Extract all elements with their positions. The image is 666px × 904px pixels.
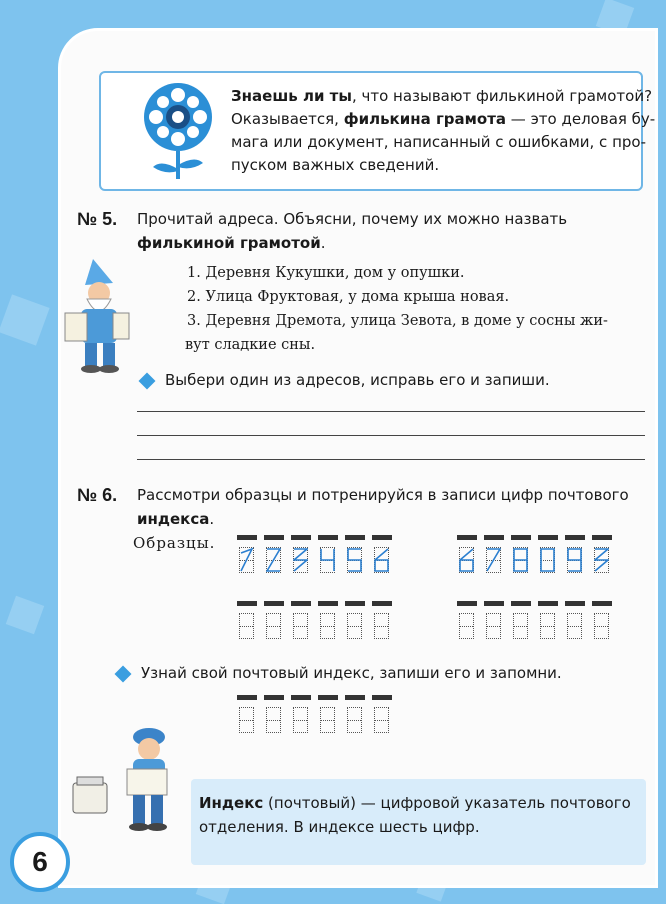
index-slot[interactable] bbox=[372, 601, 392, 641]
index-slot[interactable] bbox=[538, 601, 558, 641]
task6-text-start: Рассмотри образцы и потренируйся в записи цифр почтового bbox=[137, 486, 629, 504]
task5-text bbox=[137, 207, 647, 255]
task5-text-end: . bbox=[320, 234, 326, 252]
index-practice-row[interactable] bbox=[237, 601, 392, 641]
writing-line[interactable] bbox=[137, 411, 645, 412]
info-text bbox=[231, 85, 655, 177]
diamond-bullet-icon bbox=[139, 373, 156, 390]
index-slot[interactable] bbox=[237, 695, 257, 735]
boy-reading-illustration bbox=[71, 721, 191, 831]
index-slot[interactable] bbox=[372, 695, 392, 735]
address-item: вут сладкие сны. bbox=[185, 337, 316, 353]
address-item: 2. Улица Фруктовая, у дома крыша новая. bbox=[187, 289, 510, 305]
definition-box bbox=[191, 779, 646, 865]
index-slot[interactable] bbox=[345, 601, 365, 641]
info-line2-bold: филькина грамота bbox=[343, 110, 507, 128]
info-lead-rest: , что называют филькиной грамотой? bbox=[351, 87, 653, 105]
index-slot bbox=[511, 535, 531, 575]
task6-text-bold: индекса bbox=[137, 510, 210, 528]
index-slot[interactable] bbox=[511, 601, 531, 641]
background-decoration bbox=[6, 596, 44, 634]
task6-text-end: . bbox=[209, 510, 215, 528]
background-decoration bbox=[0, 294, 50, 345]
index-slot[interactable] bbox=[264, 695, 284, 735]
index-sample-row bbox=[457, 535, 612, 575]
info-line3: мага или документ, написанный с ошибками, с про- bbox=[231, 133, 646, 151]
info-box bbox=[99, 71, 655, 191]
own-index-row[interactable] bbox=[237, 695, 392, 735]
index-sample-row bbox=[237, 535, 392, 575]
index-slot[interactable] bbox=[457, 601, 477, 641]
index-slot bbox=[372, 535, 392, 575]
writing-line[interactable] bbox=[137, 435, 645, 436]
task5-text-bold: филькиной грамотой bbox=[137, 234, 321, 252]
task5-instruction: Выбери один из адресов, исправь его и запиши. bbox=[165, 371, 550, 389]
address-list bbox=[187, 261, 655, 357]
index-slot[interactable] bbox=[291, 695, 311, 735]
index-slot bbox=[264, 535, 284, 575]
index-slot bbox=[345, 535, 365, 575]
index-slot bbox=[237, 535, 257, 575]
index-slot[interactable] bbox=[237, 601, 257, 641]
task6-text bbox=[137, 483, 652, 531]
definition-line2: отделения. В индексе шесть цифр. bbox=[199, 818, 480, 836]
index-slot bbox=[291, 535, 311, 575]
index-slot[interactable] bbox=[592, 601, 612, 641]
address-item: 3. Деревня Дремота, улица Зевота, в доме у сосны жи- bbox=[187, 313, 608, 329]
workbook-page bbox=[58, 28, 658, 888]
diamond-bullet-icon bbox=[115, 666, 132, 683]
index-practice-row[interactable] bbox=[457, 601, 612, 641]
index-slot[interactable] bbox=[264, 601, 284, 641]
task5-number: № 5. bbox=[77, 209, 118, 229]
index-slot bbox=[457, 535, 477, 575]
writing-line[interactable] bbox=[137, 459, 645, 460]
info-line2-rest: — это деловая бу- bbox=[506, 110, 655, 128]
index-slot[interactable] bbox=[345, 695, 365, 735]
definition-term: Индекс bbox=[199, 794, 264, 812]
info-lead-bold: Знаешь ли ты bbox=[231, 87, 352, 105]
task5-text-start: Прочитай адреса. Объясни, почему их можно назвать bbox=[137, 210, 568, 228]
index-slot bbox=[565, 535, 585, 575]
definition-text bbox=[199, 791, 639, 839]
index-slot[interactable] bbox=[318, 601, 338, 641]
index-slot bbox=[318, 535, 338, 575]
index-slot[interactable] bbox=[565, 601, 585, 641]
flower-icon bbox=[139, 81, 217, 181]
index-slot[interactable] bbox=[291, 601, 311, 641]
info-line4: пуском важных сведений. bbox=[231, 156, 440, 174]
index-slot[interactable] bbox=[484, 601, 504, 641]
gnome-illustration bbox=[63, 253, 131, 373]
index-slot bbox=[484, 535, 504, 575]
page-number: 6 bbox=[10, 832, 70, 892]
index-slot bbox=[538, 535, 558, 575]
info-line2-start: Оказывается, bbox=[231, 110, 344, 128]
task6-instruction: Узнай свой почтовый индекс, запиши его и запомни. bbox=[141, 664, 562, 682]
task6-number: № 6. bbox=[77, 485, 118, 505]
index-slot[interactable] bbox=[318, 695, 338, 735]
address-item: 1. Деревня Кукушки, дом у опушки. bbox=[187, 265, 465, 281]
definition-rest1: (почтовый) — цифровой указатель почтового bbox=[263, 794, 631, 812]
samples-label: Образцы. bbox=[133, 534, 216, 552]
index-slot bbox=[592, 535, 612, 575]
